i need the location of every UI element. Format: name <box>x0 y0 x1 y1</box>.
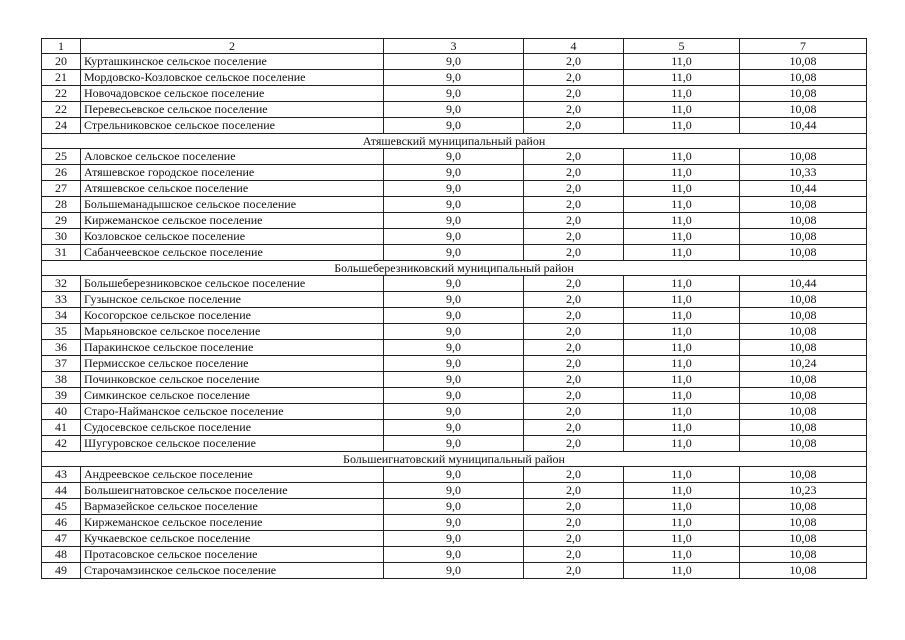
value-col3: 9,0 <box>384 404 524 420</box>
value-col4: 2,0 <box>524 483 624 499</box>
value-col7: 10,08 <box>740 372 867 388</box>
row-number: 49 <box>42 563 81 579</box>
value-col5: 11,0 <box>624 420 740 436</box>
district-name: Атяшевский муниципальный район <box>42 134 867 149</box>
value-col5: 11,0 <box>624 483 740 499</box>
row-number: 44 <box>42 483 81 499</box>
settlement-name: Киржеманское сельское поселение <box>81 515 384 531</box>
value-col3: 9,0 <box>384 372 524 388</box>
value-col4: 2,0 <box>524 118 624 134</box>
value-col4: 2,0 <box>524 308 624 324</box>
value-col3: 9,0 <box>384 436 524 452</box>
settlement-name: Старочамзинское сельское поселение <box>81 563 384 579</box>
value-col7: 10,08 <box>740 149 867 165</box>
value-col4: 2,0 <box>524 356 624 372</box>
table-row <box>42 372 867 388</box>
table-row <box>42 181 867 197</box>
value-col4: 2,0 <box>524 149 624 165</box>
row-number: 21 <box>42 70 81 86</box>
value-col5: 11,0 <box>624 118 740 134</box>
value-col7: 10,08 <box>740 499 867 515</box>
value-col5: 11,0 <box>624 388 740 404</box>
value-col7: 10,44 <box>740 276 867 292</box>
value-col7: 10,08 <box>740 292 867 308</box>
settlement-name: Стрельниковское сельское поселение <box>81 118 384 134</box>
value-col3: 9,0 <box>384 483 524 499</box>
settlement-name: Кучкаевское сельское поселение <box>81 531 384 547</box>
value-col3: 9,0 <box>384 531 524 547</box>
table-row <box>42 356 867 372</box>
value-col5: 11,0 <box>624 213 740 229</box>
value-col5: 11,0 <box>624 54 740 70</box>
settlement-name: Гузынское сельское поселение <box>81 292 384 308</box>
row-number: 37 <box>42 356 81 372</box>
row-number: 32 <box>42 276 81 292</box>
value-col5: 11,0 <box>624 276 740 292</box>
table-row <box>42 229 867 245</box>
row-number: 36 <box>42 340 81 356</box>
settlement-name: Андреевское сельское поселение <box>81 467 384 483</box>
settlement-name: Большеманадышское сельское поселение <box>81 197 384 213</box>
value-col4: 2,0 <box>524 102 624 118</box>
table-row <box>42 404 867 420</box>
value-col4: 2,0 <box>524 245 624 261</box>
header-cell-col2: 2 <box>81 39 384 54</box>
value-col4: 2,0 <box>524 229 624 245</box>
header-cell-col7: 7 <box>740 39 867 54</box>
value-col4: 2,0 <box>524 70 624 86</box>
value-col4: 2,0 <box>524 197 624 213</box>
table-row <box>42 467 867 483</box>
settlement-name: Курташкинское сельское поселение <box>81 54 384 70</box>
settlement-name: Починковское сельское поселение <box>81 372 384 388</box>
value-col5: 11,0 <box>624 165 740 181</box>
value-col4: 2,0 <box>524 372 624 388</box>
value-col5: 11,0 <box>624 149 740 165</box>
row-number: 29 <box>42 213 81 229</box>
value-col7: 10,44 <box>740 181 867 197</box>
settlement-name: Сабанчеевское сельское поселение <box>81 245 384 261</box>
value-col5: 11,0 <box>624 340 740 356</box>
district-section-row <box>42 134 867 149</box>
value-col3: 9,0 <box>384 149 524 165</box>
table-row <box>42 54 867 70</box>
settlement-name: Киржеманское сельское поселение <box>81 213 384 229</box>
table-row <box>42 420 867 436</box>
value-col7: 10,08 <box>740 388 867 404</box>
settlement-name: Атяшевское сельское поселение <box>81 181 384 197</box>
value-col7: 10,24 <box>740 356 867 372</box>
row-number: 20 <box>42 54 81 70</box>
value-col3: 9,0 <box>384 420 524 436</box>
settlement-name: Большеигнатовское сельское поселение <box>81 483 384 499</box>
value-col4: 2,0 <box>524 420 624 436</box>
district-section-row <box>42 261 867 276</box>
district-name: Большеберезниковский муниципальный район <box>42 261 867 276</box>
value-col3: 9,0 <box>384 356 524 372</box>
value-col5: 11,0 <box>624 197 740 213</box>
row-number: 47 <box>42 531 81 547</box>
row-number: 45 <box>42 499 81 515</box>
value-col5: 11,0 <box>624 372 740 388</box>
district-section-row <box>42 452 867 467</box>
value-col3: 9,0 <box>384 118 524 134</box>
value-col3: 9,0 <box>384 292 524 308</box>
value-col5: 11,0 <box>624 436 740 452</box>
value-col4: 2,0 <box>524 181 624 197</box>
table-row <box>42 245 867 261</box>
header-row <box>42 39 867 54</box>
value-col3: 9,0 <box>384 547 524 563</box>
value-col7: 10,08 <box>740 467 867 483</box>
value-col7: 10,08 <box>740 404 867 420</box>
value-col5: 11,0 <box>624 229 740 245</box>
value-col3: 9,0 <box>384 102 524 118</box>
value-col5: 11,0 <box>624 245 740 261</box>
value-col7: 10,08 <box>740 515 867 531</box>
value-col7: 10,08 <box>740 229 867 245</box>
value-col5: 11,0 <box>624 531 740 547</box>
row-number: 43 <box>42 467 81 483</box>
settlement-name: Шугуровское сельское поселение <box>81 436 384 452</box>
value-col7: 10,33 <box>740 165 867 181</box>
table-row <box>42 70 867 86</box>
value-col7: 10,08 <box>740 213 867 229</box>
value-col4: 2,0 <box>524 515 624 531</box>
value-col4: 2,0 <box>524 86 624 102</box>
value-col7: 10,08 <box>740 70 867 86</box>
row-number: 22 <box>42 102 81 118</box>
value-col4: 2,0 <box>524 213 624 229</box>
settlement-name: Аловское сельское поселение <box>81 149 384 165</box>
value-col7: 10,08 <box>740 308 867 324</box>
value-col3: 9,0 <box>384 324 524 340</box>
value-col4: 2,0 <box>524 324 624 340</box>
settlements-table <box>41 38 867 579</box>
value-col4: 2,0 <box>524 499 624 515</box>
header-cell-col4: 4 <box>524 39 624 54</box>
header-cell-col1: 1 <box>42 39 81 54</box>
value-col5: 11,0 <box>624 181 740 197</box>
table-row <box>42 340 867 356</box>
value-col4: 2,0 <box>524 436 624 452</box>
value-col5: 11,0 <box>624 324 740 340</box>
settlement-name: Протасовское сельское поселение <box>81 547 384 563</box>
row-number: 40 <box>42 404 81 420</box>
value-col5: 11,0 <box>624 404 740 420</box>
settlement-name: Пермисское сельское поселение <box>81 356 384 372</box>
table-row <box>42 324 867 340</box>
row-number: 26 <box>42 165 81 181</box>
settlement-name: Симкинское сельское поселение <box>81 388 384 404</box>
value-col3: 9,0 <box>384 563 524 579</box>
value-col3: 9,0 <box>384 70 524 86</box>
value-col7: 10,08 <box>740 324 867 340</box>
value-col4: 2,0 <box>524 563 624 579</box>
value-col7: 10,08 <box>740 340 867 356</box>
value-col7: 10,23 <box>740 483 867 499</box>
row-number: 46 <box>42 515 81 531</box>
row-number: 41 <box>42 420 81 436</box>
row-number: 22 <box>42 86 81 102</box>
row-number: 25 <box>42 149 81 165</box>
value-col7: 10,08 <box>740 197 867 213</box>
row-number: 35 <box>42 324 81 340</box>
settlement-name: Большеберезниковское сельское поселение <box>81 276 384 292</box>
value-col5: 11,0 <box>624 467 740 483</box>
value-col3: 9,0 <box>384 54 524 70</box>
value-col7: 10,08 <box>740 245 867 261</box>
value-col7: 10,08 <box>740 547 867 563</box>
header-cell-col3: 3 <box>384 39 524 54</box>
value-col7: 10,08 <box>740 54 867 70</box>
settlement-name: Атяшевское городское поселение <box>81 165 384 181</box>
value-col4: 2,0 <box>524 340 624 356</box>
value-col3: 9,0 <box>384 181 524 197</box>
table-row <box>42 86 867 102</box>
table-row <box>42 118 867 134</box>
row-number: 42 <box>42 436 81 452</box>
value-col4: 2,0 <box>524 165 624 181</box>
value-col5: 11,0 <box>624 70 740 86</box>
table-row <box>42 563 867 579</box>
value-col3: 9,0 <box>384 276 524 292</box>
value-col5: 11,0 <box>624 292 740 308</box>
value-col3: 9,0 <box>384 308 524 324</box>
value-col5: 11,0 <box>624 356 740 372</box>
table-row <box>42 197 867 213</box>
value-col5: 11,0 <box>624 102 740 118</box>
value-col3: 9,0 <box>384 213 524 229</box>
table-row <box>42 499 867 515</box>
value-col7: 10,08 <box>740 102 867 118</box>
value-col7: 10,08 <box>740 531 867 547</box>
table-row <box>42 102 867 118</box>
value-col4: 2,0 <box>524 531 624 547</box>
value-col7: 10,44 <box>740 118 867 134</box>
table-row <box>42 515 867 531</box>
table-row <box>42 388 867 404</box>
settlement-name: Новочадовское сельское поселение <box>81 86 384 102</box>
row-number: 31 <box>42 245 81 261</box>
value-col4: 2,0 <box>524 276 624 292</box>
settlement-name: Старо-Найманское сельское поселение <box>81 404 384 420</box>
settlement-name: Марьяновское сельское поселение <box>81 324 384 340</box>
value-col4: 2,0 <box>524 547 624 563</box>
settlement-name: Косогорское сельское поселение <box>81 308 384 324</box>
table-row <box>42 483 867 499</box>
value-col5: 11,0 <box>624 86 740 102</box>
value-col3: 9,0 <box>384 245 524 261</box>
value-col4: 2,0 <box>524 292 624 308</box>
row-number: 27 <box>42 181 81 197</box>
row-number: 48 <box>42 547 81 563</box>
settlement-name: Вармазейское сельское поселение <box>81 499 384 515</box>
value-col3: 9,0 <box>384 197 524 213</box>
table-row <box>42 547 867 563</box>
table-row <box>42 165 867 181</box>
row-number: 30 <box>42 229 81 245</box>
row-number: 39 <box>42 388 81 404</box>
settlement-name: Судосевское сельское поселение <box>81 420 384 436</box>
value-col5: 11,0 <box>624 308 740 324</box>
settlement-name: Мордовско-Козловское сельское поселение <box>81 70 384 86</box>
table-row <box>42 292 867 308</box>
value-col4: 2,0 <box>524 467 624 483</box>
value-col7: 10,08 <box>740 436 867 452</box>
table-row <box>42 308 867 324</box>
table-row <box>42 436 867 452</box>
row-number: 34 <box>42 308 81 324</box>
value-col5: 11,0 <box>624 547 740 563</box>
row-number: 33 <box>42 292 81 308</box>
value-col4: 2,0 <box>524 404 624 420</box>
table-row <box>42 149 867 165</box>
table-row <box>42 531 867 547</box>
value-col3: 9,0 <box>384 467 524 483</box>
value-col3: 9,0 <box>384 229 524 245</box>
value-col3: 9,0 <box>384 340 524 356</box>
row-number: 28 <box>42 197 81 213</box>
settlement-name: Паракинское сельское поселение <box>81 340 384 356</box>
row-number: 24 <box>42 118 81 134</box>
value-col3: 9,0 <box>384 86 524 102</box>
value-col7: 10,08 <box>740 563 867 579</box>
table-row <box>42 213 867 229</box>
value-col5: 11,0 <box>624 563 740 579</box>
row-number: 38 <box>42 372 81 388</box>
value-col5: 11,0 <box>624 499 740 515</box>
value-col4: 2,0 <box>524 388 624 404</box>
value-col3: 9,0 <box>384 165 524 181</box>
value-col4: 2,0 <box>524 54 624 70</box>
value-col7: 10,08 <box>740 86 867 102</box>
table-body <box>42 39 867 579</box>
value-col5: 11,0 <box>624 515 740 531</box>
header-cell-col5: 5 <box>624 39 740 54</box>
value-col3: 9,0 <box>384 499 524 515</box>
settlement-name: Козловское сельское поселение <box>81 229 384 245</box>
value-col3: 9,0 <box>384 515 524 531</box>
settlement-name: Перевесьевское сельское поселение <box>81 102 384 118</box>
table-row <box>42 276 867 292</box>
value-col7: 10,08 <box>740 420 867 436</box>
value-col3: 9,0 <box>384 388 524 404</box>
district-name: Большеигнатовский муниципальный район <box>42 452 867 467</box>
